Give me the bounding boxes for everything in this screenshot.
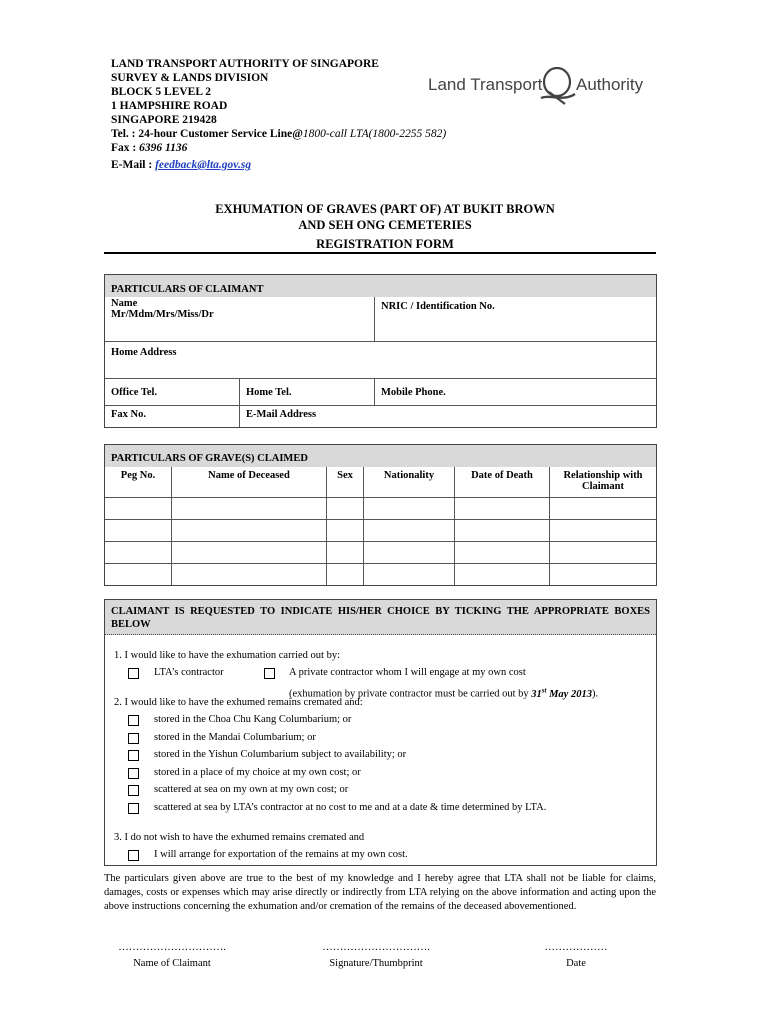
cell-peg-no[interactable] [105, 497, 172, 519]
fax-field[interactable] [105, 405, 240, 427]
checkbox-private-contractor[interactable] [264, 668, 275, 679]
org-name: LAND TRANSPORT AUTHORITY OF SINGAPORE [111, 58, 379, 70]
cell-relationship[interactable] [550, 541, 657, 563]
option-mandai: stored in the Mandai Columbarium; or [154, 732, 316, 743]
note-day: 31 [531, 688, 542, 700]
date-dots[interactable]: ……………… [544, 942, 608, 953]
cell-name-of-deceased[interactable] [172, 563, 327, 585]
graves-heading: PARTICULARS OF GRAVE(S) CLAIMED [105, 445, 656, 467]
cell-peg-no[interactable] [105, 563, 172, 585]
checkbox-lta-contractor[interactable] [128, 668, 139, 679]
email-field-label: E-Mail Address [246, 408, 317, 420]
checkbox-scatter-own[interactable] [128, 785, 139, 796]
mobile-field[interactable] [375, 378, 657, 405]
email-link[interactable]: feedback@lta.gov.sg [155, 159, 252, 171]
option-private-contractor: A private contractor whom I will engage at my own cost [289, 667, 526, 678]
logo-emblem-icon [535, 64, 579, 108]
form-title-line2: AND SEH ONG CEMETERIES [298, 218, 472, 232]
cell-name-of-deceased[interactable] [172, 519, 327, 541]
checkbox-yishun[interactable] [128, 750, 139, 761]
choice-heading: CLAIMANT IS REQUESTED TO INDICATE HIS/HER CHOICE BY TICKING THE APPROPRIATE BOXES BELOW [105, 600, 656, 635]
email-line [111, 158, 446, 172]
claimant-table [105, 297, 656, 427]
declaration-text: The particulars given above are true to the best of my knowledge and I hereby agree that LTA shall not be liable for claims, damages, costs or expenses which may arise directly or indirectly from LTA relying on the above information and acting upon the above instructions concerning the exhumation and/or cremation of the remains of the deceased abovementioned. [104, 873, 656, 912]
nric-field[interactable] [375, 297, 657, 341]
title-rule [104, 252, 656, 254]
salutation-label: Mr/Mdm/Mrs/Miss/Dr [111, 309, 214, 320]
address-postal: SINGAPORE 219428 [111, 114, 217, 126]
tel-value: 1800-call LTA(1800-2255 582) [302, 128, 447, 140]
cell-relationship[interactable] [550, 563, 657, 585]
name-of-claimant-block [106, 940, 238, 972]
option-exportation: I will arrange for exportation of the remains at my own cost. [154, 849, 408, 860]
tel-label: Tel. : 24-hour Customer Service Line@ [111, 128, 303, 140]
date-label: Date [566, 958, 586, 969]
name-of-claimant-label: Name of Claimant [133, 958, 211, 969]
col-date-of-death: Date of Death [455, 467, 550, 497]
fax-label: Fax : [111, 142, 140, 154]
option-yishun: stored in the Yishun Columbarium subject to availability; or [154, 749, 407, 760]
cell-name-of-deceased[interactable] [172, 541, 327, 563]
graves-section [104, 444, 657, 586]
address-road: 1 HAMPSHIRE ROAD [111, 100, 228, 112]
fax-value: 6396 1136 [139, 142, 188, 154]
checkbox-mandai[interactable] [128, 733, 139, 744]
cell-nationality[interactable] [364, 497, 455, 519]
cell-peg-no[interactable] [105, 541, 172, 563]
office-tel-label: Office Tel. [111, 386, 158, 398]
option-scatter-own: scattered at sea on my own at my own cost; or [154, 784, 349, 795]
cell-name-of-deceased[interactable] [172, 497, 327, 519]
logo-text-right: Authority [576, 75, 644, 94]
cell-relationship[interactable] [550, 519, 657, 541]
col-name-of-deceased: Name of Deceased [172, 467, 327, 497]
division-name: SURVEY & LANDS DIVISION [111, 72, 269, 84]
table-row [105, 519, 656, 541]
fax-label-field: Fax No. [111, 408, 146, 420]
checkbox-place-of-choice[interactable] [128, 768, 139, 779]
signature-block [310, 940, 442, 972]
cell-date-of-death[interactable] [455, 519, 550, 541]
option-lta-contractor: LTA’s contractor [154, 667, 224, 678]
table-row [105, 497, 656, 519]
address-block-line: BLOCK 5 LEVEL 2 [111, 86, 212, 98]
option-place-of-choice: stored in a place of my choice at my own cost; or [154, 767, 361, 778]
name-dots[interactable]: …………………………. [118, 942, 226, 953]
col-peg-no: Peg No. [105, 467, 172, 497]
checkbox-exportation[interactable] [128, 850, 139, 861]
graves-table [105, 467, 656, 585]
signature-dots[interactable]: …………………………. [322, 942, 430, 953]
name-label: Name [111, 298, 138, 309]
fax-line [111, 141, 446, 155]
lta-logo [428, 64, 658, 108]
date-block [526, 940, 626, 972]
question-2: 2. I would like to have the exhumed remains cremated and: [114, 697, 363, 708]
note-month: May 2013 [546, 688, 592, 700]
table-row [105, 541, 656, 563]
cell-nationality[interactable] [364, 519, 455, 541]
cell-sex[interactable] [327, 497, 364, 519]
cell-date-of-death[interactable] [455, 563, 550, 585]
cell-nationality[interactable] [364, 541, 455, 563]
cell-date-of-death[interactable] [455, 541, 550, 563]
logo-text-left: Land Transport [428, 75, 543, 94]
email-label: E-Mail : [111, 159, 156, 171]
note-day-suffix: st [541, 686, 547, 694]
cell-peg-no[interactable] [105, 519, 172, 541]
address-block [111, 57, 446, 172]
note-suffix: ). [591, 688, 599, 700]
cell-date-of-death[interactable] [455, 497, 550, 519]
mobile-label: Mobile Phone. [381, 386, 446, 398]
tel-line [111, 127, 446, 141]
question-3: 3. I do not wish to have the exhumed remains cremated and [114, 832, 365, 843]
signature-label: Signature/Thumbprint [329, 958, 423, 969]
col-nationality: Nationality [364, 467, 455, 497]
option-choa-chu-kang: stored in the Choa Chu Kang Columbarium; or [154, 714, 352, 725]
home-address-label: Home Address [111, 346, 177, 358]
question-1: 1. I would like to have the exhumation carried out by: [114, 650, 340, 661]
graves-header-row [105, 467, 656, 497]
table-row [105, 563, 656, 585]
col-relationship: Relationship with Claimant [550, 467, 657, 497]
col-sex: Sex [327, 467, 364, 497]
checkbox-scatter-lta[interactable] [128, 803, 139, 814]
cell-sex[interactable] [327, 519, 364, 541]
cell-sex[interactable] [327, 563, 364, 585]
office-tel-field[interactable] [105, 378, 240, 405]
home-address-field[interactable] [105, 341, 656, 378]
claimant-section [104, 274, 657, 428]
name-field[interactable] [105, 297, 375, 341]
nric-label: NRIC / Identification No. [381, 301, 495, 312]
cell-relationship[interactable] [550, 497, 657, 519]
cell-sex[interactable] [327, 541, 364, 563]
checkbox-choa-chu-kang[interactable] [128, 715, 139, 726]
cell-nationality[interactable] [364, 563, 455, 585]
note-prefix: (exhumation by private contractor must be carried out by [289, 688, 532, 700]
home-tel-label: Home Tel. [246, 386, 292, 398]
home-tel-field[interactable] [240, 378, 375, 405]
option-scatter-lta: scattered at sea by LTA’s contractor at no cost to me and at a date & time determined by LTA. [154, 802, 547, 813]
form-title-line1: EXHUMATION OF GRAVES (PART OF) AT BUKIT BROWN [215, 202, 555, 216]
form-title-line3: REGISTRATION FORM [316, 237, 454, 251]
claimant-heading: PARTICULARS OF CLAIMANT [105, 275, 656, 297]
email-field[interactable] [240, 405, 657, 427]
